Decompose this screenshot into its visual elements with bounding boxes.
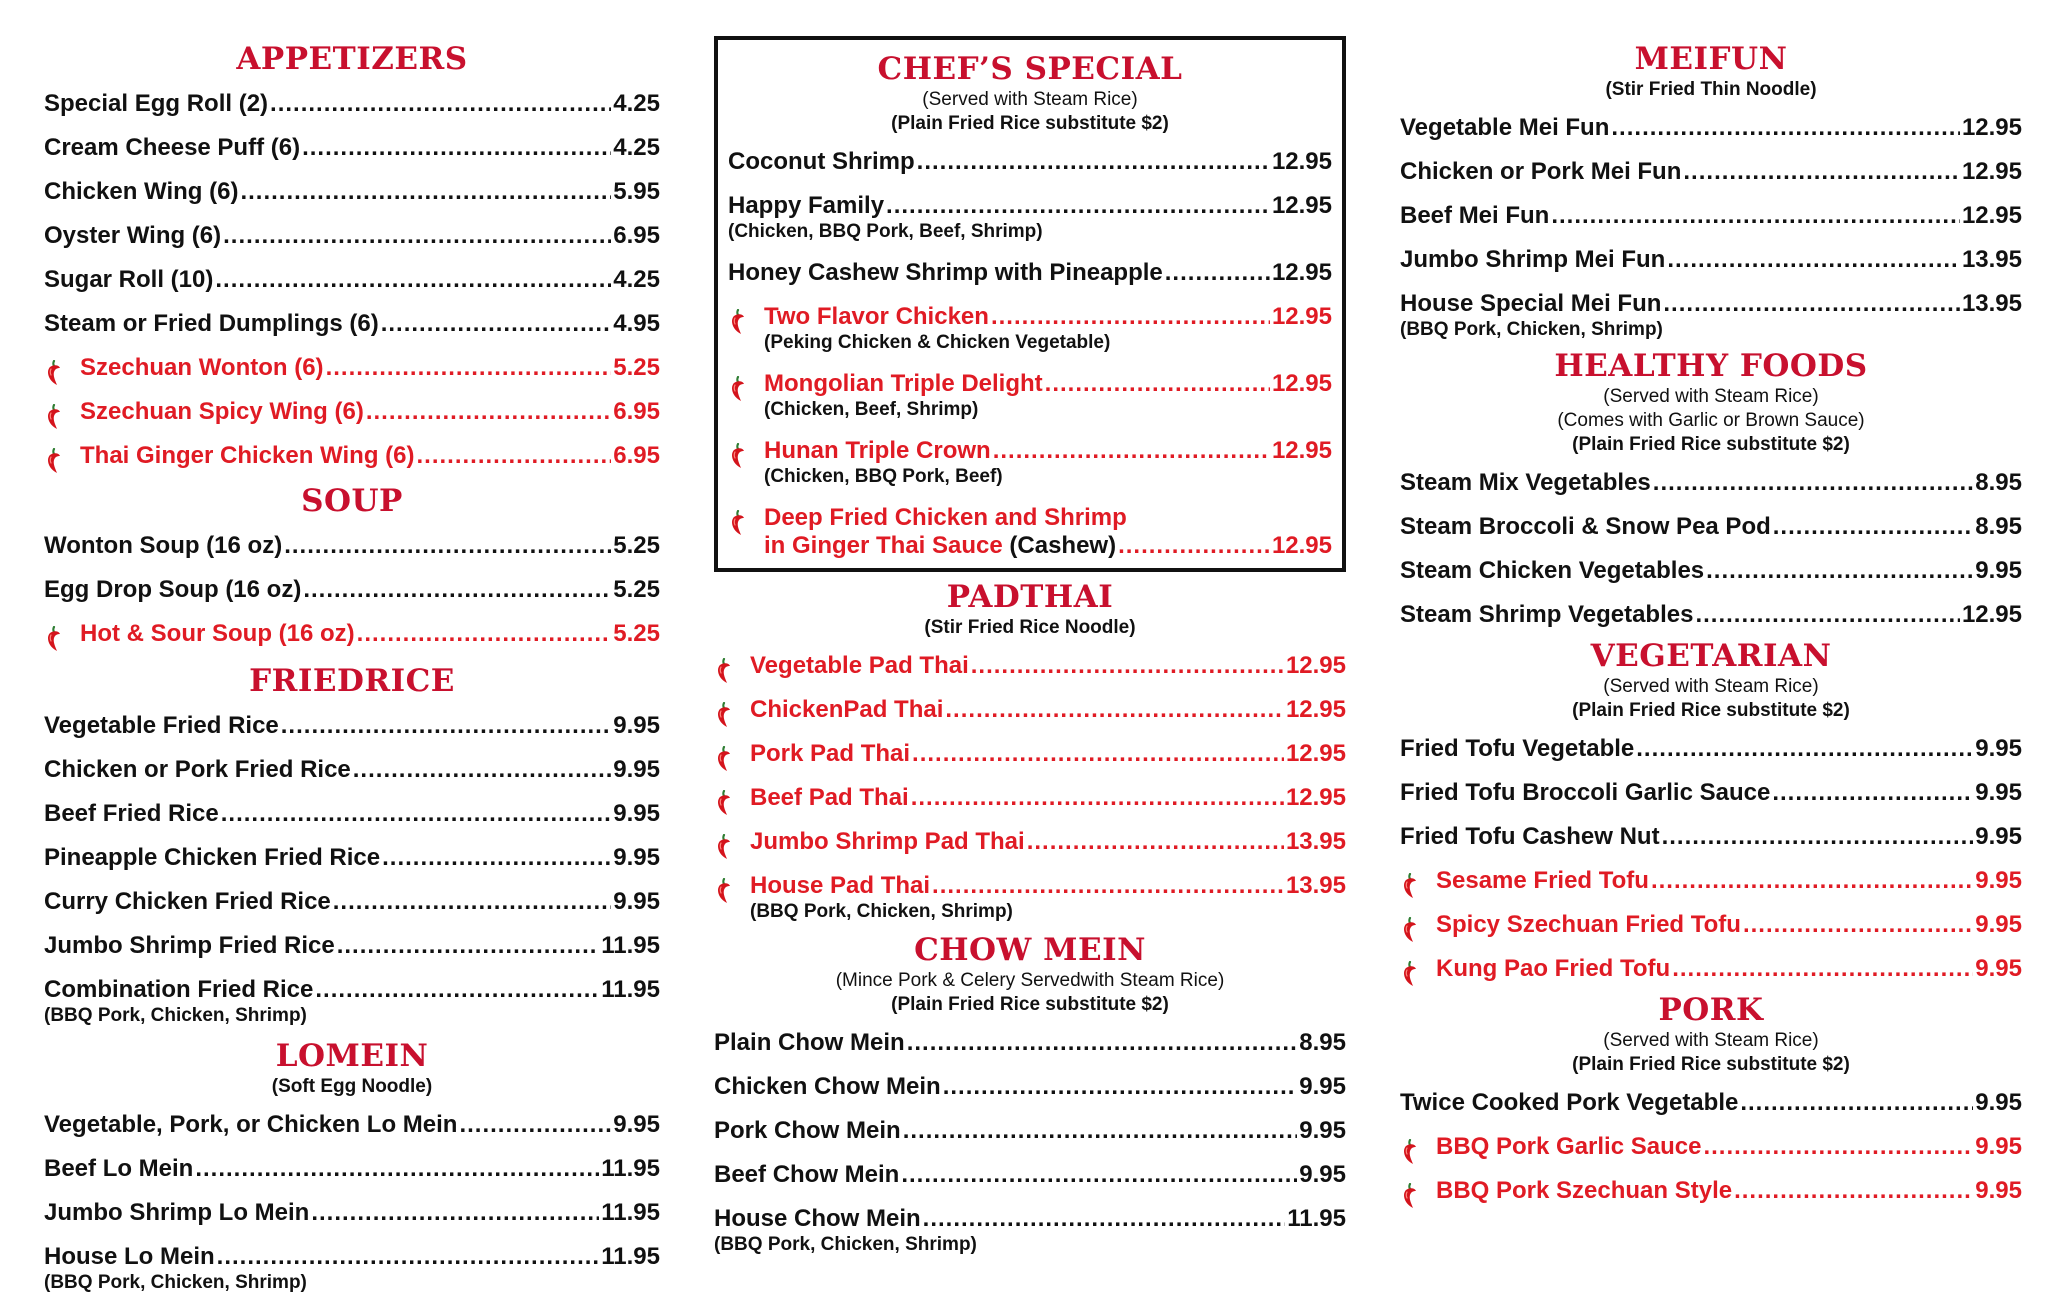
menu-column-middle [714,40,1346,1256]
menu-item: Sugar Roll (10) ..... 4.25 [44,266,660,294]
item-note: (BBQ Pork, Chicken, Shrimp) [714,1234,977,1255]
chow-mein-subtitle: (Mince Pork & Celery Servedwith Steam Rice) [835,970,1225,991]
healthy-foods-title: HEALTHY FOODS [1554,348,1868,384]
chili-pepper-icon [44,404,66,430]
chef-special-title: CHEF’S SPECIAL [877,51,1183,87]
chili-pepper-icon [44,626,66,652]
padthai-subtitle: (Stir Fried Rice Noodle) [924,617,1136,638]
appetizers-list [44,90,660,470]
menu-item: Steam Shrimp Vegetables ..... 12.95 [1400,601,2022,629]
chow-mein-subtitle2: (Plain Fried Rice substitute $2) [891,994,1169,1015]
pork-list [1400,1089,2022,1205]
menu-item: Beef Lo Mein ..... 11.95 [44,1155,660,1183]
menu-item: Jumbo Shrimp Fried Rice ..... 11.95 [44,932,660,960]
chili-pepper-icon [714,790,736,816]
item-name-line2: in Ginger Thai Sauce [764,532,1003,559]
menu-item-spicy: Kung Pao Fried Tofu ..... 9.95 [1400,955,2022,983]
vegetarian-subtitle: (Served with Steam Rice) [1603,676,1819,697]
menu-item: Chicken Wing (6) ..... 5.95 [44,178,660,206]
menu-item-spicy: Sesame Fried Tofu ..... 9.95 [1400,867,2022,895]
padthai-list [714,652,1346,923]
chili-pepper-icon [714,746,736,772]
item-note: (BBQ Pork, Chicken, Shrimp) [750,901,1013,922]
meifun-list [1400,114,2022,341]
menu-item: Steam Broccoli & Snow Pea Pod ..... 8.95 [1400,513,2022,541]
chili-pepper-icon [714,702,736,728]
menu-item: Fried Tofu Cashew Nut ..... 9.95 [1400,823,2022,851]
menu-item-spicy: Szechuan Wonton (6) ..... 5.25 [44,354,660,382]
menu-column-right [1400,40,2022,1205]
menu-item-spicy: Thai Ginger Chicken Wing (6) ..... 6.95 [44,442,660,470]
menu-item: Steam or Fried Dumplings (6) ..... 4.95 [44,310,660,338]
healthy-subtitle-sauce: (Comes with Garlic or Brown Sauce) [1557,410,1865,431]
menu-item: Curry Chicken Fried Rice ..... 9.95 [44,888,660,916]
menu-item: Chicken or Pork Fried Rice ..... 9.95 [44,756,660,784]
chef-special-box [714,36,1346,572]
item-note: (Peking Chicken & Chicken Vegetable) [764,332,1111,353]
soup-title: SOUP [301,483,403,519]
healthy-subtitle: (Served with Steam Rice) [1603,386,1819,407]
chili-pepper-icon [728,443,750,469]
menu-item: Beef Chow Mein ..... 9.95 [714,1161,1346,1189]
pork-title: PORK [1658,992,1764,1028]
menu-item: Pork Chow Mein ..... 9.95 [714,1117,1346,1145]
menu-item: House Special Mei Fun ..... 13.95 (BBQ Pork, Chicken, Shrimp) [1400,290,2022,341]
vegetarian-list [1400,735,2022,983]
lomein-subtitle: (Soft Egg Noodle) [271,1076,433,1097]
menu-item: Cream Cheese Puff (6) ..... 4.25 [44,134,660,162]
menu-item-spicy: BBQ Pork Szechuan Style ..... 9.95 [1400,1177,2022,1205]
menu-item: Combination Fried Rice ..... 11.95 (BBQ Pork, Chicken, Shrimp) [44,976,660,1027]
menu-item: Egg Drop Soup (16 oz) ..... 5.25 [44,576,660,604]
meifun-title: MEIFUN [1634,41,1788,77]
chow-mein-list [714,1029,1346,1256]
friedrice-title: FRIEDRICE [249,663,455,699]
padthai-title: PADTHAI [946,579,1114,615]
item-name-line1: Deep Fried Chicken and Shrimp [764,504,1127,531]
menu-item: Chicken or Pork Mei Fun ..... 12.95 [1400,158,2022,186]
chili-pepper-icon [44,448,66,474]
pork-subtitle2: (Plain Fried Rice substitute $2) [1572,1054,1850,1075]
chili-pepper-icon [1400,1183,1422,1209]
menu-item-spicy: Szechuan Spicy Wing (6) ..... 6.95 [44,398,660,426]
menu-item: Wonton Soup (16 oz) ..... 5.25 [44,532,660,560]
healthy-subtitle2: (Plain Fried Rice substitute $2) [1572,434,1850,455]
chef-special-subtitle: (Served with Steam Rice) [922,89,1138,110]
item-note: (Chicken, Beef, Shrimp) [764,399,979,420]
chili-pepper-icon [1400,961,1422,987]
chili-pepper-icon [714,878,736,904]
menu-item: Beef Fried Rice ..... 9.95 [44,800,660,828]
appetizers-title: APPETIZERS [236,41,468,77]
menu-item-spicy: Deep Fried Chicken and Shrimp in Ginger Thai Sauce (Cashew) ..... 12.95 [728,504,1332,560]
item-note: (BBQ Pork, Chicken, Shrimp) [44,1005,307,1026]
menu-item: Steam Mix Vegetables ..... 8.95 [1400,469,2022,497]
menu-item-spicy: Spicy Szechuan Fried Tofu ..... 9.95 [1400,911,2022,939]
meifun-subtitle: (Stir Fried Thin Noodle) [1605,79,1817,100]
menu-item-spicy: Hot & Sour Soup (16 oz) ..... 5.25 [44,620,660,648]
menu-item: Chicken Chow Mein ..... 9.95 [714,1073,1346,1101]
soup-list [44,532,660,648]
menu-item: Vegetable, Pork, or Chicken Lo Mein ..... 9.95 [44,1111,660,1139]
menu-item: Honey Cashew Shrimp with Pineapple ..... 12.95 [728,259,1332,287]
menu-item: Jumbo Shrimp Lo Mein ..... 11.95 [44,1199,660,1227]
menu-item: Coconut Shrimp ..... 12.95 [728,148,1332,176]
menu-item: Jumbo Shrimp Mei Fun ..... 13.95 [1400,246,2022,274]
chili-pepper-icon [728,510,750,536]
menu-item: Special Egg Roll (2) ..... 4.25 [44,90,660,118]
menu-item: Vegetable Mei Fun ..... 12.95 [1400,114,2022,142]
item-note: (Chicken, BBQ Pork, Beef, Shrimp) [728,221,1043,242]
menu-item-spicy: Vegetable Pad Thai ..... 12.95 [714,652,1346,680]
item-note: (BBQ Pork, Chicken, Shrimp) [1400,319,1663,340]
menu-item: Vegetable Fried Rice ..... 9.95 [44,712,660,740]
chili-pepper-icon [1400,873,1422,899]
lomein-list [44,1111,660,1294]
chili-pepper-icon [44,360,66,386]
menu-item: Steam Chicken Vegetables ..... 9.95 [1400,557,2022,585]
vegetarian-title: VEGETARIAN [1590,638,1832,674]
menu-item: Fried Tofu Vegetable ..... 9.95 [1400,735,2022,763]
menu-item-spicy: House Pad Thai ..... 13.95 (BBQ Pork, Chicken, Shrimp) [714,872,1346,923]
menu-item-spicy: Beef Pad Thai ..... 12.95 [714,784,1346,812]
menu-item: House Lo Mein ..... 11.95 (BBQ Pork, Chicken, Shrimp) [44,1243,660,1294]
vegetarian-subtitle2: (Plain Fried Rice substitute $2) [1572,700,1850,721]
menu-item-spicy: Two Flavor Chicken ..... 12.95 (Peking Chicken & Chicken Vegetable) [728,303,1332,354]
chili-pepper-icon [714,834,736,860]
chili-pepper-icon [728,376,750,402]
menu-item-spicy: Jumbo Shrimp Pad Thai ..... 13.95 [714,828,1346,856]
chef-special-list [728,148,1332,560]
menu-item-spicy: Hunan Triple Crown ..... 12.95 (Chicken, BBQ Pork, Beef) [728,437,1332,488]
menu-column-left [44,40,660,1294]
friedrice-list [44,712,660,1027]
item-note: (BBQ Pork, Chicken, Shrimp) [44,1272,307,1293]
menu-item-spicy: ChickenPad Thai ..... 12.95 [714,696,1346,724]
menu-item: Plain Chow Mein ..... 8.95 [714,1029,1346,1057]
chow-mein-title: CHOW MEIN [914,932,1146,968]
menu-item: House Chow Mein ..... 11.95 (BBQ Pork, Chicken, Shrimp) [714,1205,1346,1256]
chef-special-subtitle2: (Plain Fried Rice substitute $2) [891,113,1169,134]
item-name-cashew: (Cashew) [1002,532,1117,559]
menu-item: Fried Tofu Broccoli Garlic Sauce ..... 9.95 [1400,779,2022,807]
menu-item: Beef Mei Fun ..... 12.95 [1400,202,2022,230]
menu-item-spicy: Mongolian Triple Delight ..... 12.95 (Chicken, Beef, Shrimp) [728,370,1332,421]
chili-pepper-icon [714,658,736,684]
pork-subtitle: (Served with Steam Rice) [1603,1030,1819,1051]
lomein-title: LOMEIN [275,1038,429,1074]
menu-item: Happy Family ..... 12.95 (Chicken, BBQ Pork, Beef, Shrimp) [728,192,1332,243]
menu-item: Pineapple Chicken Fried Rice ..... 9.95 [44,844,660,872]
item-note: (Chicken, BBQ Pork, Beef) [764,466,1003,487]
chili-pepper-icon [728,309,750,335]
chili-pepper-icon [1400,1139,1422,1165]
menu-item-spicy: BBQ Pork Garlic Sauce ..... 9.95 [1400,1133,2022,1161]
healthy-list [1400,469,2022,629]
menu-item: Oyster Wing (6) ..... 6.95 [44,222,660,250]
chili-pepper-icon [1400,917,1422,943]
menu-item-spicy: Pork Pad Thai ..... 12.95 [714,740,1346,768]
menu-item: Twice Cooked Pork Vegetable ..... 9.95 [1400,1089,2022,1117]
